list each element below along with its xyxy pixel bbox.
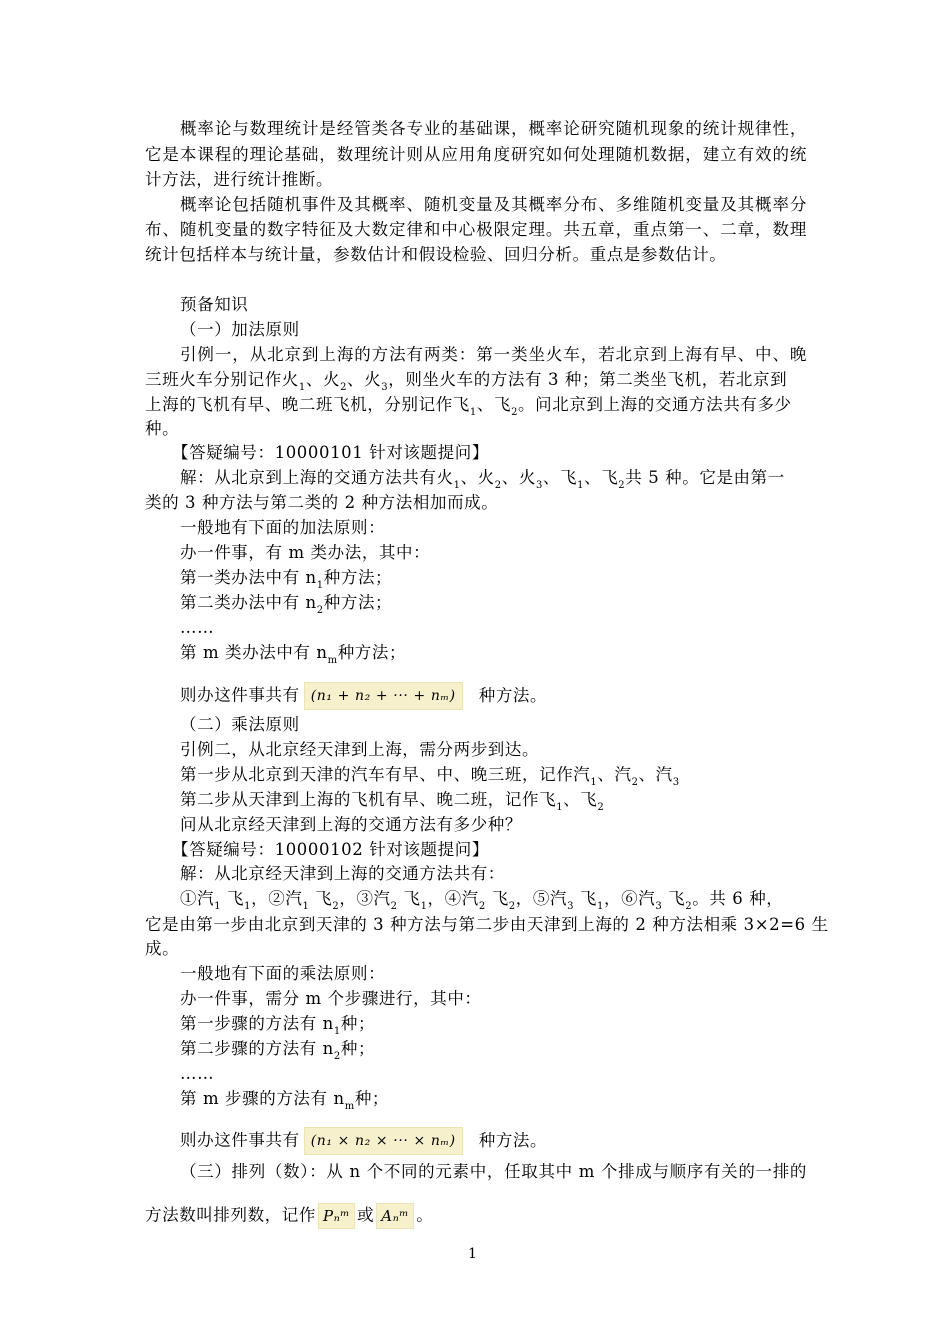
sec2-step2: 第二步从天津到上海的飞机有早、晚二班，记作飞$_1$、飞$_2$ [180,790,605,813]
sec2-total: 则办这件事共有 (n₁ × n₂ × ··· × nₘ) 种方法。 [180,1127,547,1155]
sec1-do-thing: 办一件事，有 m 类办法，其中： [180,543,431,562]
sum-formula: (n₁ + n₂ + ··· + nₘ) [304,682,463,710]
sec1-solution-line2: 类的 3 种方法与第二类的 2 种方法相加而成。 [145,493,499,512]
sec2-example: 引例二，从北京经天津到上海，需分两步到达。 [180,740,540,759]
intro-p2-line2: 布、随机变量的数字特征及大数定律和中心极限定理。共五章，重点第一、二章，数理 [145,220,807,239]
sec1-title: （一）加法原则 [180,320,300,339]
sec1-example-line4: 种。 [145,419,180,438]
prep-title: 预备知识 [180,295,249,314]
sec2-combos: ①汽$_1$ 飞$_1$，②汽$_1$ 飞$_2$，③汽$_2$ 飞$_1$，④汽$_2$ 飞$_2$，⑤汽$_3$ 飞$_1$，⑥汽$_3$ 飞$_2$。共 6 种， [180,889,784,912]
combo-item: ⑤汽$_3$ 飞$_1$ [532,889,604,912]
intro-p1-line2: 它是本课程的理论基础，数理统计则从应用角度研究如何处理随机数据，建立有效的统 [145,145,807,164]
sec2-question: 问从北京经天津到上海的交通方法有多少种？ [180,815,522,834]
intro-p2-line3: 统计包括样本与统计量，参数估计和假设检验、回归分析。重点是参数估计。 [145,245,727,264]
combo-item: ③汽$_2$ 飞$_1$ [356,889,428,912]
sec2-solution: 解：从北京经天津到上海的交通方法共有： [180,864,505,883]
sec2-do-thing: 办一件事，需分 m 个步骤进行，其中： [180,989,482,1008]
sec2-title: （二）乘法原则 [180,715,300,734]
perm-a-formula: Aₙᵐ [376,1203,414,1229]
sec1-example-line3: 上海的飞机有早、晚二班飞机，分别记作飞$_1$、飞$_2$。问北京到上海的交通方法共有多少 [145,395,792,418]
sec2-qa-link[interactable]: 【答疑编号：10000102 针对该题提问】 [172,840,489,859]
sec2-dots: …… [180,1064,215,1083]
perm-p-formula: Pₙᵐ [318,1203,355,1229]
sec1-general: 一般地有下面的加法原则： [180,518,386,537]
sec1-example-line1: 引例一，从北京到上海的方法有两类：第一类坐火车，若北京到上海有早、中、晚 [180,345,807,364]
combo-item: ①汽$_1$ 飞$_1$ [180,889,252,912]
combo-item: ②汽$_1$ 飞$_2$ [268,889,340,912]
sec3-line1: （三）排列（数）：从 n 个不同的元素中，任取其中 m 个排成与顺序有关的一排的 [180,1162,807,1181]
intro-p2-line1: 概率论包括随机事件及其概率、随机变量及其概率分布、多维随机变量及其概率分 [180,195,807,214]
page-number: 1 [468,1246,477,1262]
sec1-example-line2: 三班火车分别记作火$_1$、火$_2$、火$_3$，则坐火车的方法有 3 种；第二类坐飞机，若北京到 [145,370,788,393]
sec1-first: 第一类办法中有 $n_1$种方法； [180,568,393,591]
combo-item: ④汽$_2$ 飞$_2$ [444,889,516,912]
sec3-line2: 方法数叫排列数，记作 Pₙᵐ 或 Aₙᵐ 。 [145,1203,433,1229]
intro-p1-line1: 概率论与数理统计是经管类各专业的基础课，概率论研究随机现象的统计规律性， [180,119,807,138]
sec2-second: 第二步骤的方法有 $n_2$种； [180,1039,376,1062]
product-formula: (n₁ × n₂ × ··· × nₘ) [304,1127,463,1155]
sec1-second: 第二类办法中有 $n_2$种方法； [180,593,393,616]
sec1-dots: …… [180,618,215,637]
combo-list: ①汽$_1$ 飞$_1$，②汽$_1$ 飞$_2$，③汽$_2$ 飞$_1$，④汽$_2$ 飞$_2$，⑤汽$_3$ 飞$_1$，⑥汽$_3$ 飞$_2$ [180,889,693,912]
sec2-solution-line2: 它是由第一步由北京到天津的 3 种方法与第二步由天津到上海的 2 种方法相乘 3×2=6 生 [145,915,829,934]
sec1-solution-line1: 解：从北京到上海的交通方法共有火$_1$、火$_2$、火$_3$、飞$_1$、飞$_2$共 5 种。它是由第一 [180,468,785,491]
intro-p1-line3: 计方法，进行统计推断。 [145,170,334,189]
sec2-first: 第一步骤的方法有 $n_1$种； [180,1014,376,1037]
combo-item: ⑥汽$_3$ 飞$_2$ [621,889,693,912]
sec2-step1: 第一步从北京到天津的汽车有早、中、晚三班，记作汽$_1$、汽$_2$、汽$_3$ [180,765,680,788]
sec1-total: 则办这件事共有 (n₁ + n₂ + ··· + nₘ) 种方法。 [180,682,547,710]
sec2-general: 一般地有下面的乘法原则： [180,964,386,983]
sec2-solution-line3: 成。 [145,939,180,958]
sec2-mth: 第 m 步骤的方法有 $n_m$种； [180,1089,390,1112]
sec1-qa-link[interactable]: 【答疑编号：10000101 针对该题提问】 [172,443,489,462]
sec1-mth: 第 m 类办法中有 $n_m$种方法； [180,643,407,666]
